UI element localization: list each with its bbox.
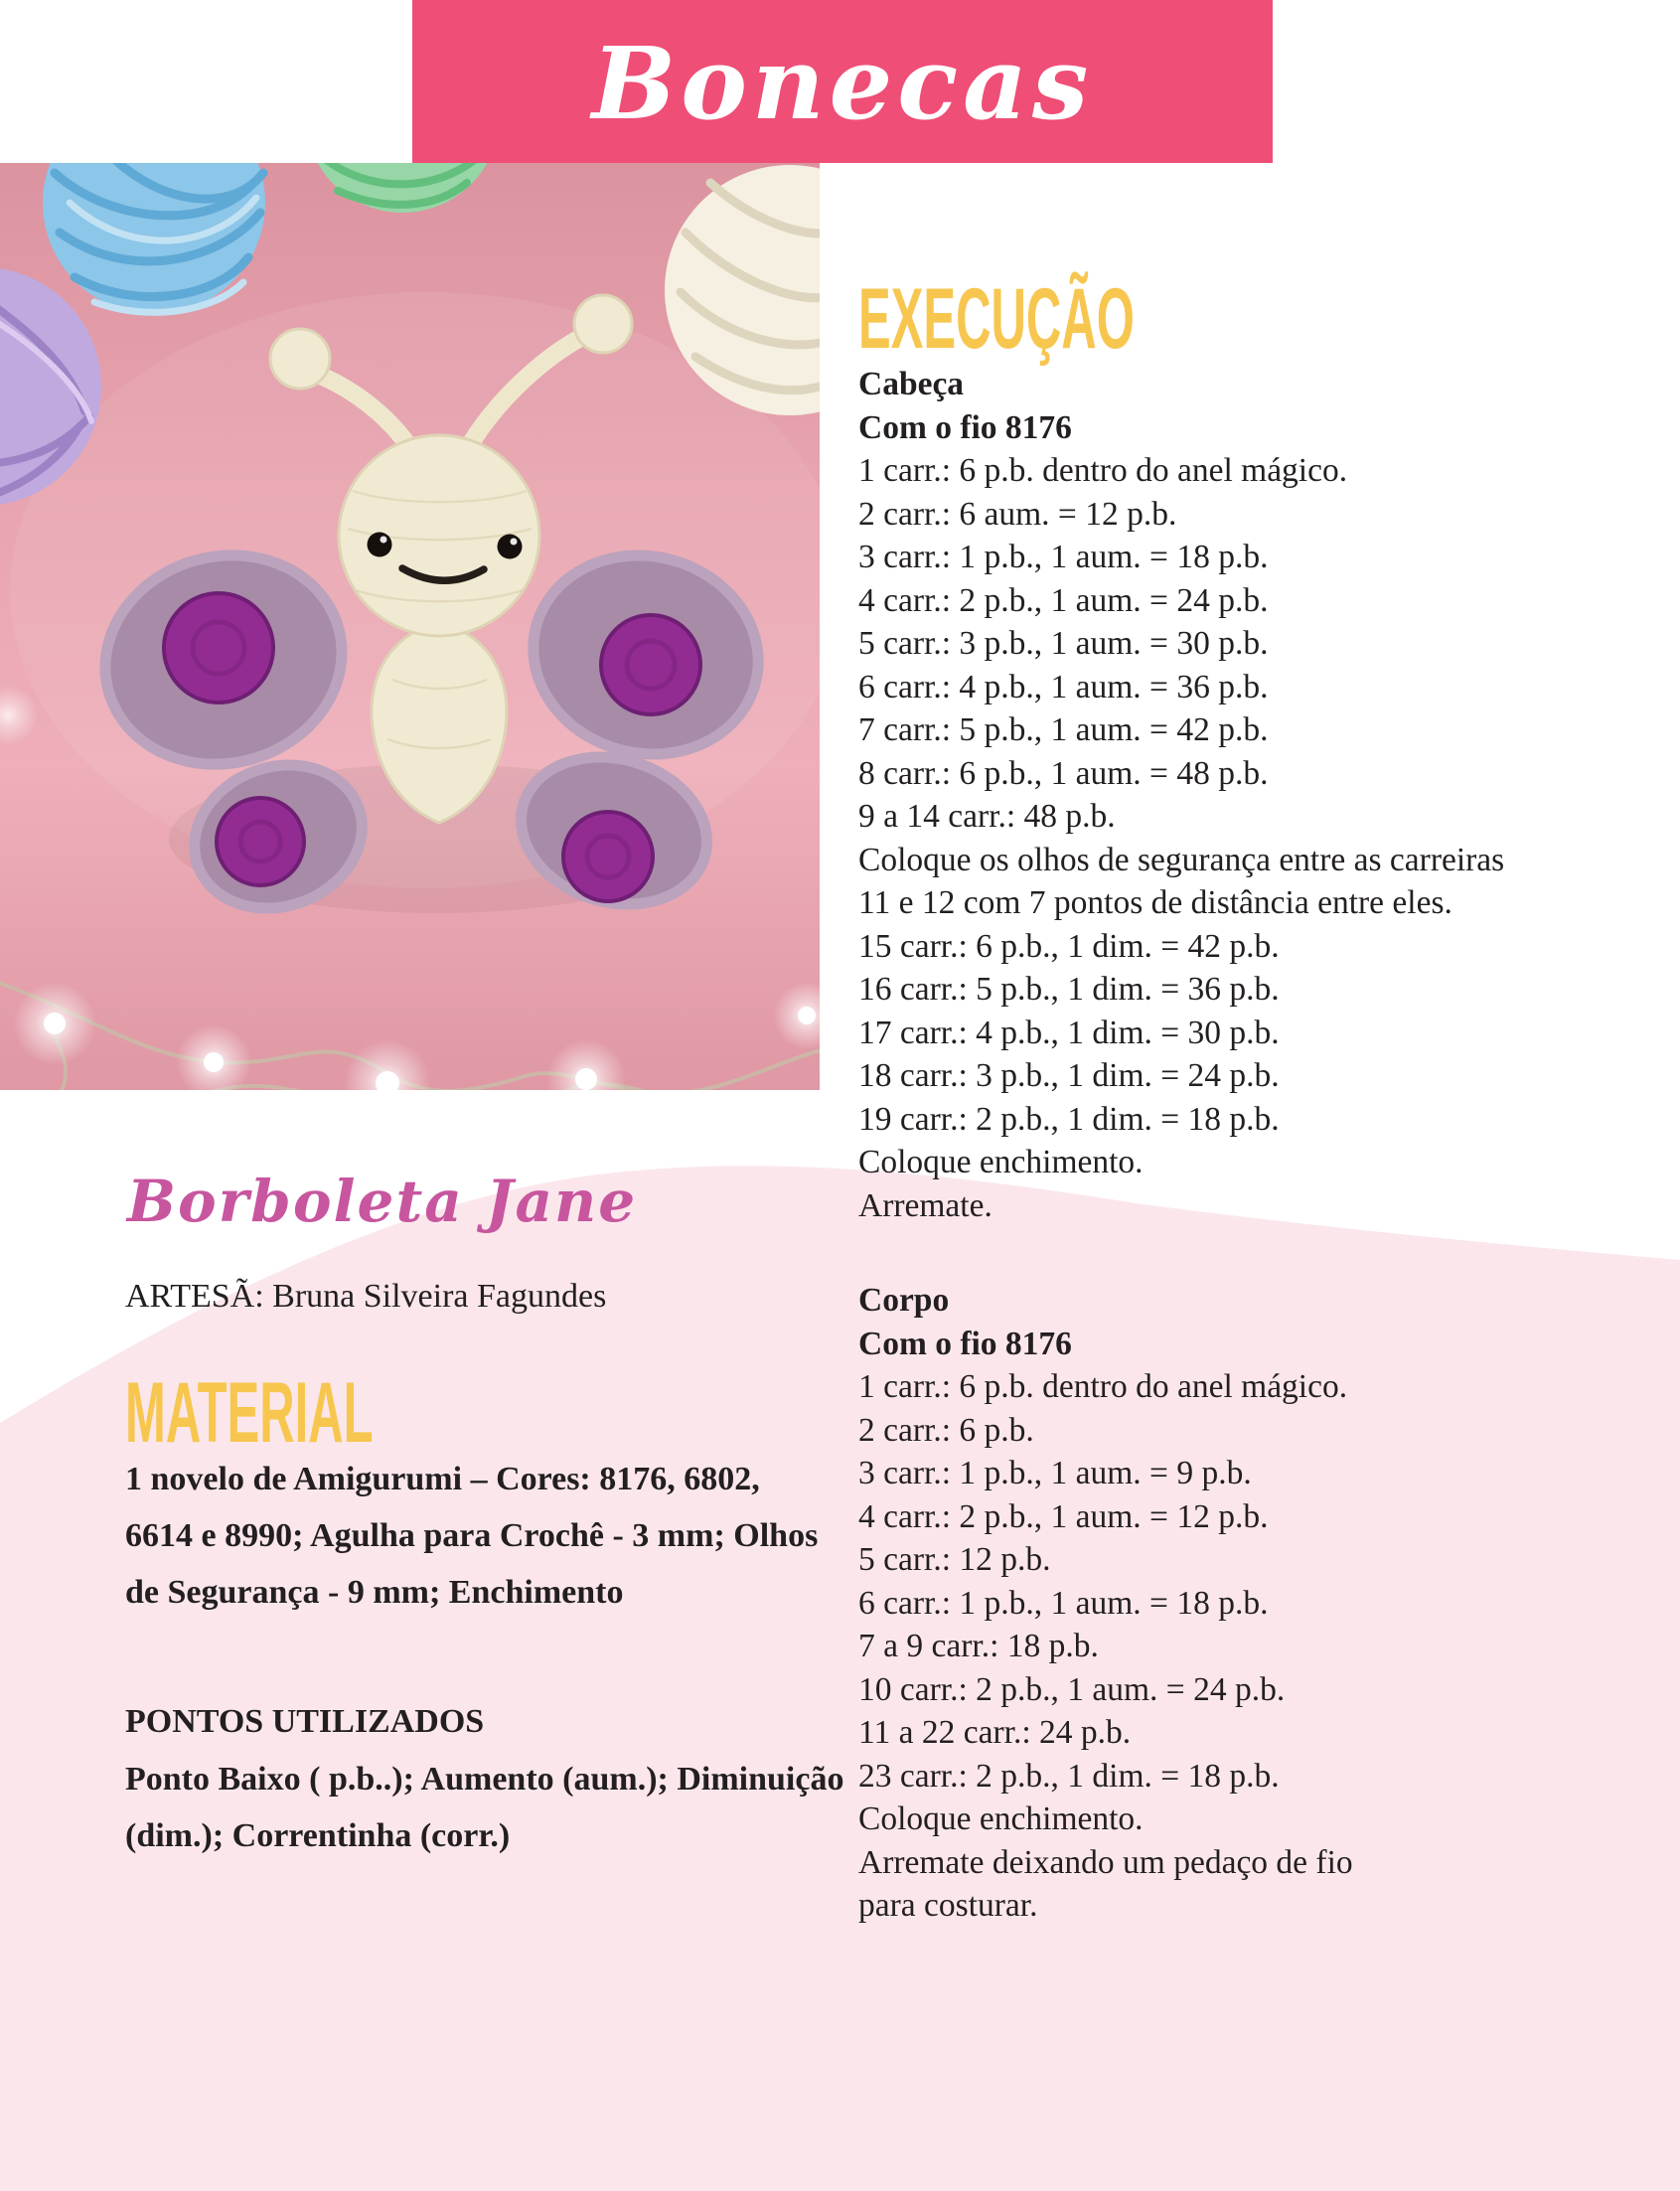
text-line: 5 carr.: 3 p.b., 1 aum. = 30 p.b. [858, 625, 1269, 662]
stitches-list [125, 1751, 843, 1864]
right-eye [498, 535, 523, 559]
text-line: 15 carr.: 6 p.b., 1 dim. = 42 p.b. [858, 927, 1280, 965]
text-line: 8 carr.: 6 p.b., 1 aum. = 48 p.b. [858, 754, 1269, 792]
text-line: Coloque enchimento. [858, 1144, 1144, 1180]
text-line: 18 carr.: 3 p.b., 1 dim. = 24 p.b. [858, 1057, 1280, 1094]
text-line: 5 carr.: 12 p.b. [858, 1541, 1051, 1578]
text-line: Coloque os olhos de segurança entre as carreiras [858, 841, 1505, 878]
text-line: 6 carr.: 4 p.b., 1 aum. = 36 p.b. [858, 668, 1269, 705]
text-line: Arremate deixando um pedaço de fio [858, 1843, 1353, 1881]
stitches-heading: PONTOS UTILIZADOS [125, 1703, 485, 1740]
text-line: Corpo [858, 1282, 950, 1319]
text-line: para costurar. [858, 1887, 1038, 1924]
text-line: 1 carr.: 6 p.b. dentro do anel mágico. [858, 452, 1348, 489]
lower-right-wing-spot [563, 812, 653, 901]
text-line: 3 carr.: 1 p.b., 1 aum. = 9 p.b. [858, 1455, 1252, 1491]
upper-left-wing-spot [164, 593, 273, 703]
text-line: 11 a 22 carr.: 24 p.b. [858, 1714, 1132, 1751]
material-list [125, 1451, 818, 1621]
text-line: 7 carr.: 5 p.b., 1 aum. = 42 p.b. [858, 711, 1269, 748]
butterfly-photo [0, 163, 820, 1090]
text-line: Com o fio 8176 [858, 1325, 1072, 1362]
text-line: 23 carr.: 2 p.b., 1 dim. = 18 p.b. [858, 1757, 1280, 1795]
text-line: 9 a 14 carr.: 48 p.b. [858, 798, 1116, 835]
upper-right-wing-spot [601, 615, 700, 714]
text-line: 3 carr.: 1 p.b., 1 aum. = 18 p.b. [858, 539, 1269, 575]
pattern-title: Borboleta Jane [127, 1168, 638, 1235]
text-line: 6 carr.: 1 p.b., 1 aum. = 18 p.b. [858, 1584, 1269, 1622]
right-antenna-ball [574, 295, 632, 353]
text-line: 1 novelo de Amigurumi – Cores: 8176, 6802, [125, 1461, 760, 1497]
text-line: 6614 e 8990; Agulha para Crochê - 3 mm; Olhos [125, 1517, 819, 1554]
section-title: Bonecas [591, 25, 1094, 142]
text-line: 16 carr.: 5 p.b., 1 dim. = 36 p.b. [858, 971, 1280, 1008]
text-line: 2 carr.: 6 aum. = 12 p.b. [858, 495, 1177, 533]
text-line: 4 carr.: 2 p.b., 1 aum. = 12 p.b. [858, 1497, 1269, 1535]
text-line: 17 carr.: 4 p.b., 1 dim. = 30 p.b. [858, 1014, 1280, 1051]
text-line: Coloque enchimento. [858, 1800, 1144, 1837]
left-antenna-ball [270, 329, 330, 389]
text-line: 10 carr.: 2 p.b., 1 aum. = 24 p.b. [858, 1670, 1286, 1708]
execution-head-section [858, 363, 1504, 1227]
text-line: Ponto Baixo ( p.b..); Aumento (aum.); Diminuição [125, 1761, 844, 1798]
artisan-credit: ARTESÃ: Bruna Silveira Fagundes [125, 1278, 607, 1315]
text-line: 4 carr.: 2 p.b., 1 aum. = 24 p.b. [858, 581, 1269, 619]
text-line: 19 carr.: 2 p.b., 1 dim. = 18 p.b. [858, 1100, 1280, 1138]
text-line: 11 e 12 com 7 pontos de distância entre eles. [858, 884, 1452, 921]
lower-left-wing-spot [217, 798, 304, 885]
blob-shape [0, 1166, 1680, 2191]
text-line: de Segurança - 9 mm; Enchimento [125, 1574, 624, 1611]
text-line: Com o fio 8176 [858, 408, 1072, 446]
left-eye [368, 533, 392, 557]
execution-heading: EXECUÇÃO [858, 271, 1135, 367]
header-banner [412, 0, 1273, 163]
text-line: Cabeça [858, 366, 965, 402]
material-heading: MATERIAL [125, 1365, 374, 1461]
execution-body-section [858, 1279, 1353, 1928]
text-line: 2 carr.: 6 p.b. [858, 1411, 1034, 1449]
text-line: 1 carr.: 6 p.b. dentro do anel mágico. [858, 1368, 1348, 1405]
text-line: 7 a 9 carr.: 18 p.b. [858, 1628, 1099, 1664]
text-line: (dim.); Correntinha (corr.) [125, 1817, 511, 1854]
text-line: Arremate. [858, 1186, 993, 1224]
